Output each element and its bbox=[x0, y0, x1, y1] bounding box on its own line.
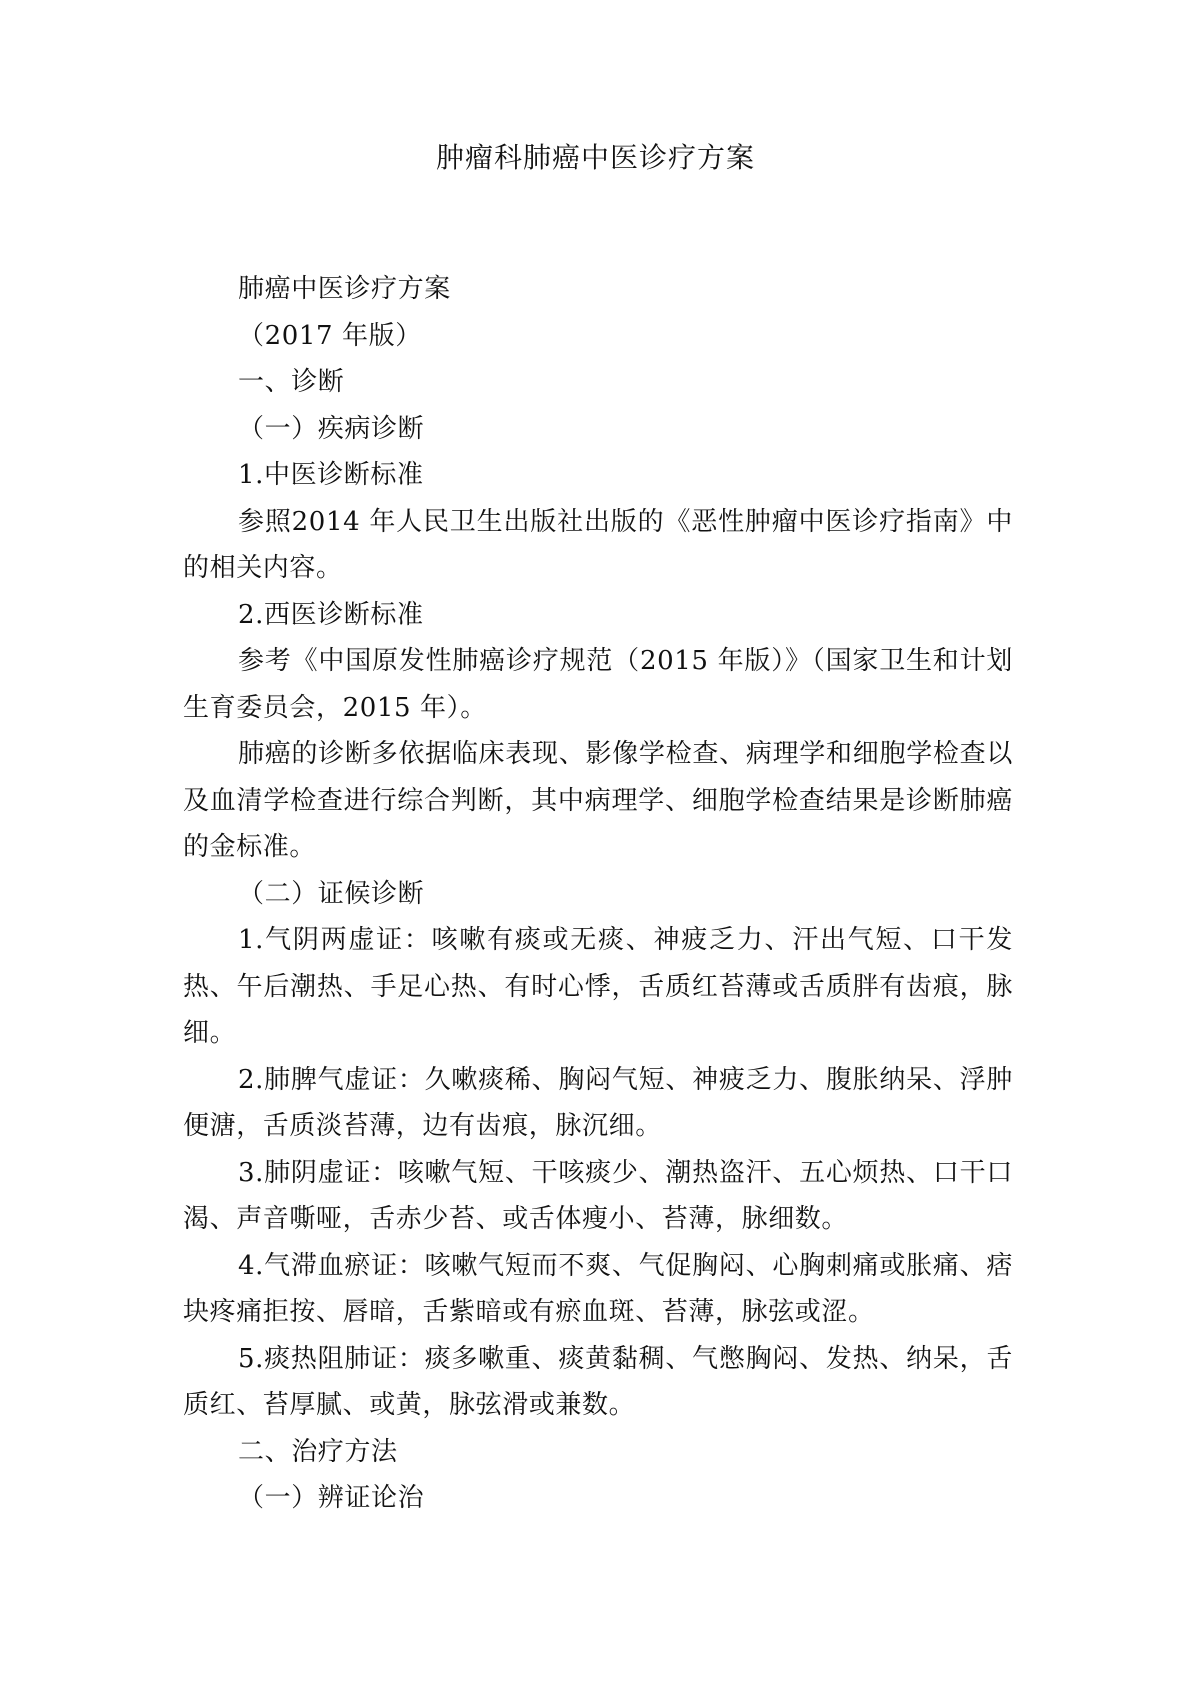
paragraph-diagnosis-basis: 肺癌的诊断多依据临床表现、影像学检查、病理学和细胞学检查以及血清学检查进行综合判断，其中病理学、细胞学检查结果是诊断肺癌的金标准。 bbox=[183, 739, 1013, 862]
paragraph-tcm-criteria: 参照2014 年人民卫生出版社出版的《恶性肿瘤中医诊疗指南》中的相关内容。 bbox=[183, 506, 1013, 583]
document-title: 肿瘤科肺癌中医诊疗方案 bbox=[435, 141, 755, 174]
subtitle-line: 肺癌中医诊疗方案 bbox=[238, 274, 451, 304]
item-heading-western-criteria: 2.西医诊断标准 bbox=[238, 599, 424, 630]
document-body bbox=[183, 266, 1013, 1522]
section-heading-treatment: 二、治疗方法 bbox=[238, 1436, 398, 1467]
paragraph-western-criteria: 参考《中国原发性肺癌诊疗规范（2015 年版）》（国家卫生和计划生育委员会，2015 年）。 bbox=[183, 646, 1013, 723]
syndrome-item-1: 1.气阴两虚证：咳嗽有痰或无痰、神疲乏力、汗出气短、口干发热、午后潮热、手足心热、有时心悸，舌质红苔薄或舌质胖有齿痕，脉细。 bbox=[183, 925, 1013, 1048]
item-heading-tcm-criteria: 1.中医诊断标准 bbox=[238, 460, 424, 490]
syndrome-item-5: 5.痰热阻肺证：痰多嗽重、痰黄黏稠、气憋胸闷、发热、纳呆，舌质红、苔厚腻、或黄，脉弦滑或兼数。 bbox=[183, 1343, 1013, 1420]
syndrome-item-3: 3.肺阴虚证：咳嗽气短、干咳痰少、潮热盗汗、五心烦热、口干口渴、声音嘶哑，舌赤少苔、或舌体瘦小、苔薄，脉细数。 bbox=[183, 1157, 1013, 1234]
subsection-heading-disease-diagnosis: （一）疾病诊断 bbox=[238, 413, 425, 444]
edition-line: （2017 年版） bbox=[238, 320, 422, 351]
syndrome-item-2: 2.肺脾气虚证：久嗽痰稀、胸闷气短、神疲乏力、腹胀纳呆、浮肿便溏，舌质淡苔薄，边有齿痕，脉沉细。 bbox=[183, 1064, 1013, 1141]
section-heading-diagnosis: 一、诊断 bbox=[238, 367, 345, 397]
subsection-heading-syndrome-diagnosis: （二）证候诊断 bbox=[238, 878, 425, 909]
subsection-heading-syndrome-treatment: （一）辨证论治 bbox=[238, 1483, 425, 1513]
syndrome-item-4: 4.气滞血瘀证：咳嗽气短而不爽、气促胸闷、心胸刺痛或胀痛、痞块疼痛拒按、唇暗，舌紫暗或有瘀血斑、苔薄，脉弦或涩。 bbox=[183, 1250, 1013, 1327]
